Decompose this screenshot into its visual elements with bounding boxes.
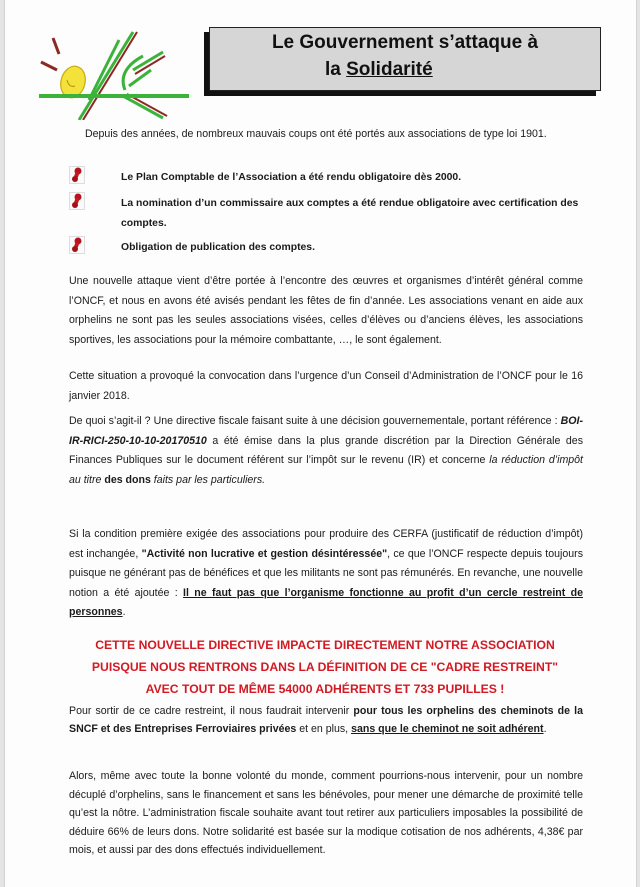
bullet-text: La nomination d’un commissaire aux comptes a été rendue obligatoire avec certification des comptes. bbox=[121, 198, 579, 229]
pushpin-icon bbox=[69, 236, 85, 254]
paragraph-goodwill: Alors, même avec toute la bonne volonté du monde, comment pourrions-nous intervenir, pour un nombre décuplé d’orphelins, sans le financement et sans les bénévoles, pour mener une démarche de proximité telle qu’est la nôtre. L’administration fiscale souhaite avant tout retirer aux particuliers imposables la possibilité de déduire 66% de leurs dons. Notre solidarité est basée sur la modique cotisation de nos adhérents, 4,38€ par mois, et aussi par des dons effectués individuellement. bbox=[69, 770, 583, 856]
alert-line: PUISQUE NOUS RENTRONS DANS LA DÉFINITION DE CE "CADRE RESTREINT" bbox=[91, 660, 559, 674]
text-run: Si la condition première exigée des associations pour produire des CERFA (justificatif de réduction d’impôt) est inchangée, bbox=[69, 528, 583, 560]
text-run: faits par les particuliers. bbox=[150, 473, 266, 486]
title-solidarite: Solidarité bbox=[346, 59, 433, 80]
text-run: et en plus, bbox=[296, 722, 352, 735]
paragraph-cerfa bbox=[69, 525, 583, 623]
alert-line: AVEC TOUT DE MÊME 54000 ADHÉRENTS ET 733 PUPILLES ! bbox=[145, 682, 505, 696]
text-run: . bbox=[543, 722, 547, 735]
new-notion-text: Il ne faut pas que l’organisme fonctionne au profit d’un cercle restreint de personnes bbox=[69, 586, 583, 618]
text-run: Pour sortir de ce cadre restreint, il nous faudrait intervenir bbox=[69, 705, 354, 717]
paragraph-directive bbox=[69, 412, 583, 490]
text-run: De quoi s’agit-il ? Une directive fiscale faisant suite à une décision gouvernementale, portant référence : bbox=[69, 415, 561, 427]
paragraph-restricted-circle bbox=[69, 703, 583, 738]
oncf-logo-icon bbox=[33, 20, 193, 120]
title-line-1: Le Gouvernement s’attaque à bbox=[271, 32, 539, 53]
alert-block bbox=[45, 634, 605, 700]
document-page bbox=[4, 0, 637, 887]
paragraph-new-attack: Une nouvelle attaque vient d’être portée à l’encontre des œuvres et organismes d’intérêt général comme l’ONCF, et nous en avons été avisés pendant les fêtes de fin d’année. Les associations venant en aide aux orphelins ne sont pas les seules associations visées, celles d’élèves ou d’anciens élèves, les associations sportives, les associations pour la mémoire combattante, …, le sont également. bbox=[69, 275, 583, 346]
text-run: . bbox=[122, 606, 126, 618]
pushpin-icon bbox=[69, 192, 85, 210]
bullet-text: Obligation de publication des comptes. bbox=[121, 242, 315, 253]
text-run: a été émise dans la plus grande discrétion par la Direction Générale des Finances Publiques sur le document référent sur l’impôt sur le revenu (IR) et concerne bbox=[69, 434, 583, 466]
text-run: pour tous les orphelins des cheminots de la SNCF et des Entreprises Ferroviaires privées bbox=[69, 705, 583, 735]
text-run: sans que le cheminot ne soit adhérent bbox=[351, 722, 544, 735]
text-run: la réduction d’impôt au titre bbox=[69, 454, 583, 486]
directive-reference: BOI-IR-RICI-250-10-10-20170510 bbox=[69, 415, 583, 447]
title-prefix: la bbox=[325, 59, 347, 80]
text-run: "Activité non lucrative et gestion désintéressée" bbox=[141, 547, 388, 560]
intro-paragraph: Depuis des années, de nombreux mauvais coups ont été portés aux associations de type loi 1901. bbox=[85, 128, 547, 140]
text-run: des dons bbox=[104, 473, 151, 486]
pushpin-icon bbox=[69, 166, 85, 184]
title-line-2 bbox=[325, 59, 433, 81]
paragraph-board-meeting: Cette situation a provoqué la convocation dans l’urgence d’un Conseil d’Administration de l’ONCF pour le 16 janvier 2018. bbox=[69, 370, 583, 402]
text-run: , ce que l’ONCF respecte depuis toujours puisque ne générant pas de bénéfices et que les militants ne sont pas rémunérés. En revanche, une nouvelle notion a été ajoutée : bbox=[69, 547, 583, 599]
title-banner bbox=[209, 27, 601, 91]
alert-line: CETTE NOUVELLE DIRECTIVE IMPACTE DIRECTEMENT NOTRE ASSOCIATION bbox=[95, 638, 555, 652]
bullet-text: Le Plan Comptable de l’Association a été rendu obligatoire dès 2000. bbox=[121, 172, 462, 183]
oncf-logo bbox=[33, 20, 193, 120]
